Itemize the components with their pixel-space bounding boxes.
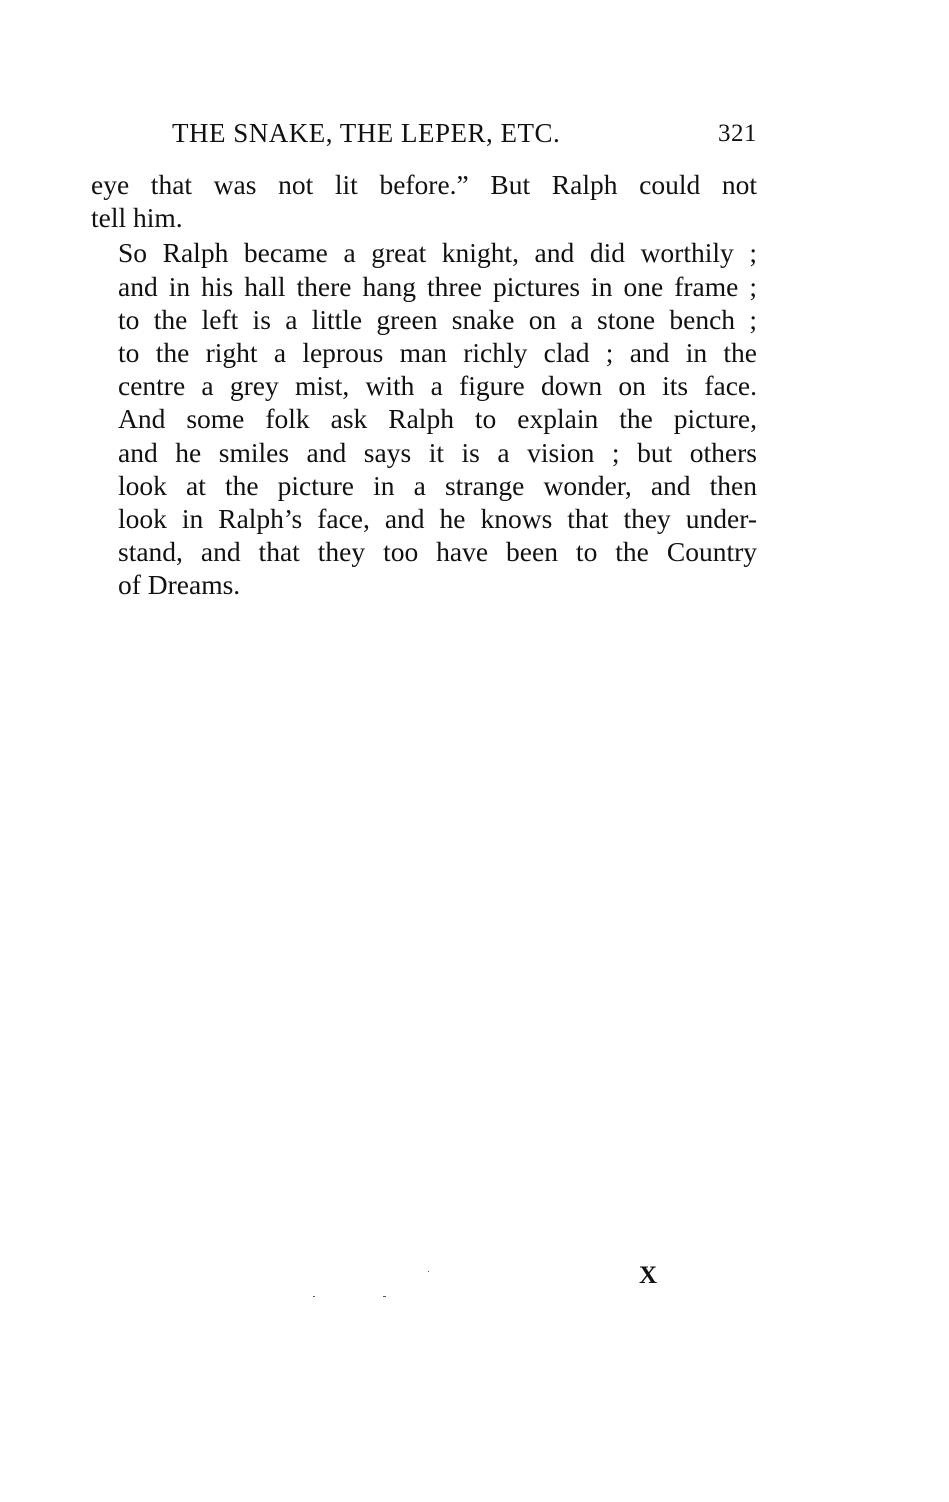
- text-line: So Ralph became a great knight, and did worthily ;: [118, 237, 757, 269]
- text-line: And some folk ask Ralph to explain the picture,: [118, 403, 757, 435]
- running-head-title: THE SNAKE, THE LEPER, ETC.: [172, 118, 561, 148]
- running-head: [172, 118, 757, 158]
- text-line: eye that was not lit before.” But Ralph could not: [91, 169, 757, 200]
- text-line: and he smiles and says it is a vision ; but others: [118, 436, 757, 468]
- text-line: to the right a leprous man richly clad ; and in the: [118, 337, 757, 369]
- text-line: centre a grey mist, with a figure down on its face.: [118, 370, 757, 402]
- text-line: look at the picture in a strange wonder, and then: [118, 469, 757, 501]
- paragraph-2: [91, 236, 757, 601]
- scan-speck: [383, 1296, 386, 1297]
- text-line: look in Ralph’s face, and he knows that they under-: [118, 503, 757, 535]
- body-text: [91, 168, 757, 602]
- text-line: of Dreams.: [118, 569, 241, 601]
- text-line: stand, and that they too have been to the Country: [118, 536, 757, 568]
- text-line: to the left is a little green snake on a stone bench ;: [118, 303, 757, 335]
- text-line: and in his hall there hang three pictures in one frame ;: [118, 270, 757, 302]
- paragraph-1: [91, 168, 757, 234]
- scan-speck: [313, 1296, 315, 1297]
- text-line: tell him.: [91, 202, 183, 234]
- signature-mark: X: [639, 1262, 658, 1289]
- scan-speck: [428, 1271, 429, 1272]
- page-number: 321: [718, 120, 757, 147]
